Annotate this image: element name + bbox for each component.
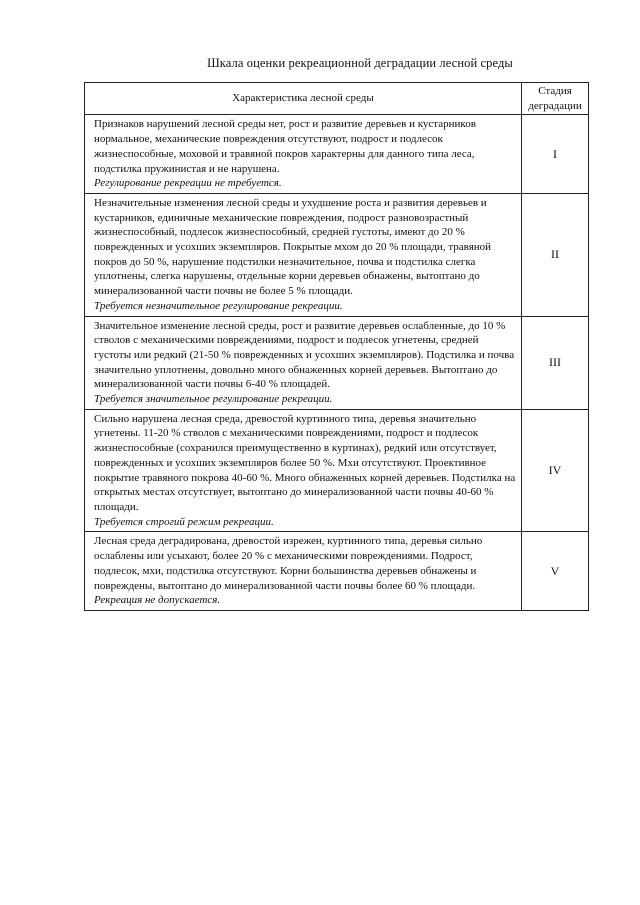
row-description: Признаков нарушений лесной среды нет, рост и развитие деревьев и кустарников нормальное, механические повреждения отсутствуют, подрост и подлесок жизнеспособные, моховой и травяной покров характерны для данного типа леса, подстилка пружинистая и не нарушена. — [94, 118, 476, 175]
row-stage: V — [522, 532, 589, 611]
row-description: Лесная среда деградирована, древостой изрежен, куртинного типа, деревья сильно ослаблены или усыхают, более 20 % с механическими повреждениями. Подрост, подлесок, мхи, подстилка отсутствуют. Корни большинства деревьев обнажены и повреждены, вытоптано до минерализованной части почвы более 60 % площади. — [94, 535, 483, 592]
table-header-row — [85, 83, 589, 115]
row-characteristic — [85, 115, 522, 194]
row-recommendation: Требуется строгий режим рекреации. — [94, 515, 274, 528]
row-characteristic — [85, 409, 522, 532]
header-characteristic: Характеристика лесной среды — [85, 83, 522, 115]
table-row — [85, 316, 589, 409]
document-title — [0, 56, 640, 71]
row-stage: II — [522, 193, 589, 316]
row-characteristic — [85, 532, 522, 611]
table-row — [85, 115, 589, 194]
row-recommendation: Требуется значительное регулирование рекреации. — [94, 393, 333, 406]
row-description: Сильно нарушена лесная среда, древостой куртинного типа, деревья значительно угнетены. 11-20 % стволов с механическими повреждениями, подрост и подлесок жизнеспособные (сохранился преимущественно в куртинах), редкий или отсутствует, поврежденных и усохших экземпляров более 50 %. Мхи отсутствуют. Проективное покрытие травяного покрова 40-60 %. Много обнаженных корней деревьев. Подстилка на открытых местах отсутствует, вытоптано до минерализованной части почвы 40-60 % площади. — [94, 412, 516, 513]
row-recommendation: Регулирование рекреации не требуется. — [94, 177, 282, 190]
degradation-scale-table — [84, 82, 589, 611]
row-recommendation: Рекреация не допускается. — [94, 594, 221, 607]
table-row — [85, 193, 589, 316]
row-stage: III — [522, 316, 589, 409]
row-stage: IV — [522, 409, 589, 532]
table-row — [85, 409, 589, 532]
title-text: Шкала оценки рекреационной деградации лесной среды — [207, 56, 513, 70]
row-description: Незначительные изменения лесной среды и ухудшение роста и развития деревьев и кустарников, единичные механические повреждения, подрост разновозрастный жизнеспособный, подлесок жизнеспособный, средней густоты, имеют до 20 % поврежденных и усохших экземпляров. Покрытые мхом до 20 % площади, травяной покров до 50 %, нарушение подстилки незначительное, почва и подстилка слегка уплотнены, слегка нарушены, отдельные корни деревьев обнажены, вытоптано до минерализованной части почвы не более 5 % площади. — [94, 196, 492, 298]
header-stage: Стадия деградации — [522, 83, 589, 115]
row-description: Значительное изменение лесной среды, рост и развитие деревьев ослабленные, до 10 % стволов с механическими повреждениями, подрост и подлесок угнетены, средней густоты или редкий (21-50 % поврежденных и усохших экземпляров). Подстилка и почва значительно уплотнены, довольно много обнаженных корней деревьев. Вытоптано до минерализованной части почвы 6-40 % площадей. — [94, 319, 515, 391]
row-characteristic — [85, 193, 522, 316]
row-recommendation: Требуется незначительное регулирование рекреации. — [94, 299, 343, 312]
row-characteristic — [85, 316, 522, 409]
row-stage: I — [522, 115, 589, 194]
table-row — [85, 532, 589, 611]
